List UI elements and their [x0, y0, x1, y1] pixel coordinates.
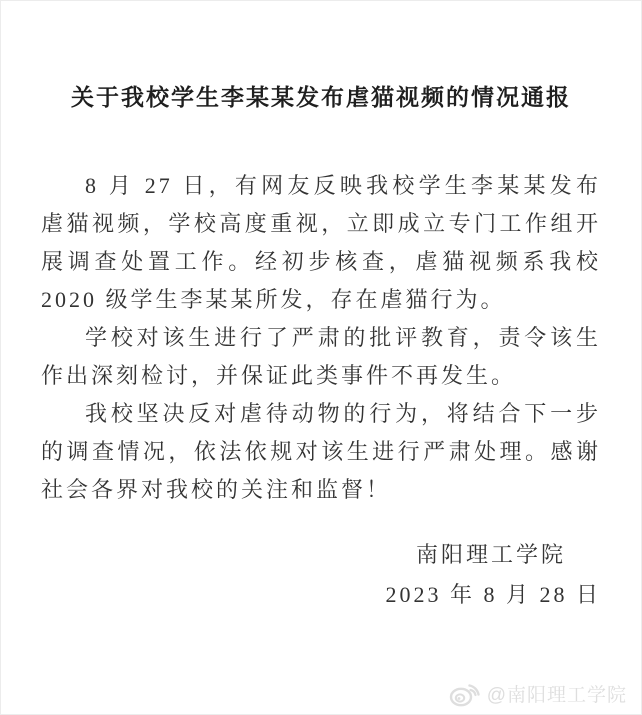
notice-paragraph: 学校对该生进行了严肃的批评教育，责令该生作出深刻检讨，并保证此类事件不再发生。	[41, 325, 601, 388]
signature-block	[41, 535, 601, 615]
notice-paragraph: 8 月 27 日，有网友反映我校学生李某某发布虐猫视频，学校高度重视，立即成立专门工作组开展调查处置工作。经初步核查，虐猫视频系我校 2020 级学生李某某所发，存在虐猫行为。	[41, 173, 601, 312]
notice-body	[41, 167, 601, 509]
watermark-text: @南阳理工学院	[486, 684, 627, 706]
signature-date: 2023 年 8 月 28 日	[385, 582, 601, 607]
weibo-icon	[448, 678, 482, 708]
notice-content	[1, 1, 641, 615]
notice-title: 关于我校学生李某某发布虐猫视频的情况通报	[71, 84, 571, 110]
weibo-watermark	[448, 678, 627, 708]
signature-organization: 南阳理工学院	[415, 542, 566, 567]
notice-paragraph: 我校坚决反对虐待动物的行为，将结合下一步的调查情况，依法依规对该生进行严肃处理。感谢社会各界对我校的关注和监督！	[41, 401, 601, 502]
